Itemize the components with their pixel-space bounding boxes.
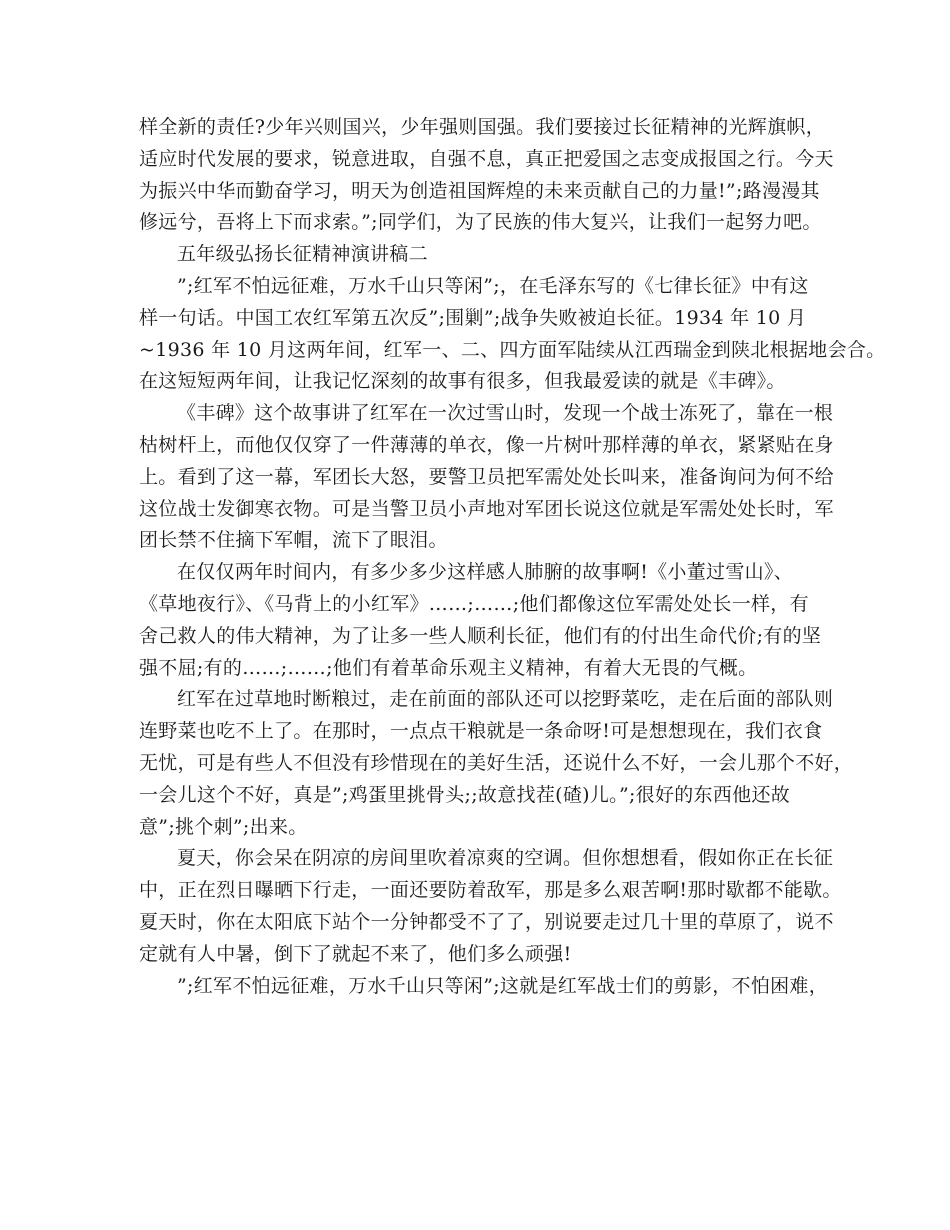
- text-line: 《草地夜行》、《马背上的小红军》……;……;他们都像这位军需处处长一样，有: [139, 592, 809, 615]
- heading-text: 五年级弘扬长征精神演讲稿二: [177, 243, 428, 266]
- text-line: 在仅仅两年时间内，有多少多少这样感人肺腑的故事啊!《小董过雪山》、: [177, 561, 794, 584]
- text-line: 定就有人中暑，倒下了就起不来了，他们多么顽强!: [139, 942, 572, 965]
- paragraph-6: [139, 843, 842, 970]
- text-line: 《丰碑》这个故事讲了红军在一次过雪山时，发现一个战士冻死了，靠在一根: [177, 402, 834, 425]
- text-line: 样一句话。中国工农红军第五次反”;围剿”;战争失败被迫长征。1934 年 10 月: [139, 306, 807, 329]
- text-line: 样全新的责任?少年兴则国兴，少年强则国强。我们要接过长征精神的光辉旗帜，: [139, 116, 825, 138]
- text-line: 为振兴中华而勤奋学习，明天为创造祖国辉煌的未来贡献自己的力量!”;路漫漫其: [139, 179, 820, 202]
- paragraph-7: [139, 971, 829, 1003]
- text-line: 夏天时，你在太阳底下站个一分钟都受不了了，别说要走过几十里的草原了，说不: [139, 910, 834, 933]
- document-body: [139, 112, 886, 1002]
- text-line: 夏天，你会呆在阴凉的房间里吹着凉爽的空调。但你想想看，假如你正在长征: [177, 847, 834, 870]
- text-line: ~1936 年 10 月这两年间，红军一、二、四方面军陆续从江西瑞金到陕北根据地会合。: [139, 338, 886, 361]
- text-line: 适应时代发展的要求，锐意进取，自强不息，真正把爱国之志变成报国之行。今天: [139, 147, 834, 170]
- text-line: 修远兮，吾将上下而求索。”;同学们，为了民族的伟大复兴，让我们一起努力吧。: [139, 211, 822, 234]
- text-line: 无忧，可是有些人不但没有珍惜现在的美好生活，还说什么不好，一会儿那个不好，: [139, 751, 854, 774]
- text-line: 连野菜也吃不上了。在那时，一点点干粮就是一条命呀!可是想想现在，我们衣食: [139, 720, 823, 743]
- text-line: 团长禁不住摘下军帽，流下了眼泪。: [139, 529, 448, 552]
- paragraph-4: [139, 557, 829, 684]
- text-line: ”;红军不怕远征难，万水千山只等闲”;，在毛泽东写的《七律长征》中有这: [177, 274, 809, 297]
- section-heading: [139, 239, 829, 271]
- text-line: 意”;挑个刺”;出来。: [139, 815, 308, 838]
- text-line: ”;红军不怕远征难，万水千山只等闲”;这就是红军战士们的剪影，不怕困难，: [177, 974, 829, 997]
- text-line: 舍己救人的伟大精神，为了让多一些人顺利长征，他们有的付出生命代价;有的坚: [139, 624, 822, 647]
- text-line: 红军在过草地时断粮过，走在前面的部队还可以挖野菜吃，走在后面的部队则: [177, 688, 834, 711]
- paragraph-1: [139, 112, 834, 239]
- text-line: 这位战士发御寒衣物。可是当警卫员小声地对军团长说这位就是军需处处长时，军: [139, 497, 834, 520]
- text-line: 上。看到了这一幕，军团长大怒，要警卫员把军需处处长叫来，准备询问为何不给: [139, 465, 834, 488]
- text-line: 强不屈;有的……;……;他们有着革命乐观主义精神，有着大无畏的气概。: [139, 656, 758, 679]
- paragraph-3: [139, 398, 834, 557]
- paragraph-5: [139, 684, 854, 843]
- text-line: 中，正在烈日曝晒下行走，一面还要防着敌军，那是多么艰苦啊!那时歇都不能歇。: [139, 879, 842, 902]
- paragraph-2: [139, 271, 886, 398]
- text-line: 枯树杆上，而他仅仅穿了一件薄薄的单衣，像一片树叶那样薄的单衣，紧紧贴在身: [139, 433, 834, 456]
- text-line: 在这短短两年间，让我记忆深刻的故事有很多，但我最爱读的就是《丰碑》。: [139, 370, 786, 393]
- text-line: 一会儿这个不好，真是”;鸡蛋里挑骨头;;故意找茬(碴)儿。”;很好的东西他还故: [139, 783, 791, 806]
